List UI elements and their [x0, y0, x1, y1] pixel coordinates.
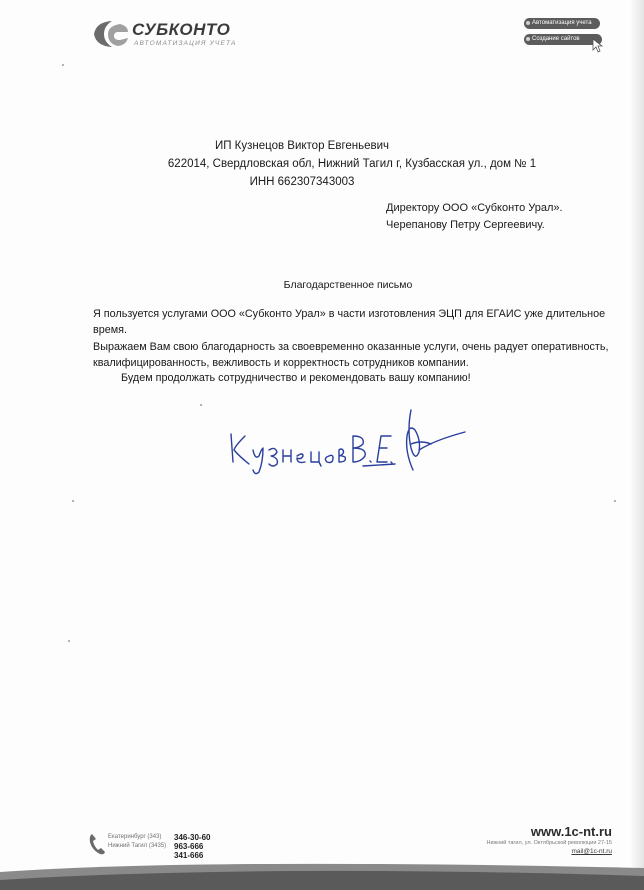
footer-swoosh-decoration [0, 858, 644, 890]
contact-row [108, 842, 238, 851]
tag-website-creation: Создание сайтов [524, 34, 602, 45]
footer-website[interactable]: www.1c-nt.ru [530, 824, 612, 839]
letter-paragraph-3: Будем продолжать сотрудничество и рекомендовать вашу компанию! [121, 372, 471, 384]
handwritten-signature [225, 400, 475, 480]
sender-address: 622014, Свердловская обл, Нижний Тагил г, Кузбасская ул., дом № 1 [167, 158, 537, 170]
footer-email[interactable]: mail@1c-nt.ru [571, 848, 612, 855]
letter-paragraph-2: Выражаем Вам свою благодарность за своевременно оказанные услуги, очень радует оперативность, квалифицированность, вежливость и корректность сотрудников компании. [93, 341, 609, 369]
scan-speck [614, 500, 616, 502]
logo-title: СУБКОНТО [132, 20, 231, 39]
contact-number: 346-30-60 [174, 833, 211, 842]
recipient-line-1: Директору ООО «Субконто Урал». [386, 202, 563, 214]
logo-swirl-icon [90, 18, 130, 50]
scan-speck [200, 404, 202, 406]
scan-speck [62, 64, 64, 66]
contact-number: 963-666 [174, 842, 204, 851]
sender-inn: ИНН 662307343003 [249, 176, 355, 188]
scan-speck [72, 500, 74, 502]
footer-contacts [108, 833, 238, 860]
scan-speck [68, 640, 70, 642]
logo-subtitle: АВТОМАТИЗАЦИЯ УЧЕТА [134, 40, 237, 47]
contact-city: Екатеринбург (343) [108, 834, 162, 840]
contact-row [108, 833, 238, 842]
contact-city: Нижний Тагил (3435) [108, 843, 167, 849]
recipient-line-2: Черепанову Петру Сергеевичу. [386, 219, 545, 231]
sender-name: ИП Кузнецов Виктор Евгеньевич [214, 140, 390, 152]
scan-edge-shadow [630, 0, 644, 890]
contact-number: 341-666 [174, 851, 204, 860]
company-logo [90, 18, 240, 52]
phone-icon [88, 832, 106, 856]
letter-paragraph-1: Я пользуется услугами ООО «Субконто Урал» в части изготовления ЭЦП для ЕГАИС уже длительное время. [93, 308, 606, 336]
tag-accounting-automation: Автоматизация учета [524, 18, 600, 29]
cursor-icon [590, 38, 604, 54]
footer-address: Нижний тагил, ул. Октябрьской революции 27-15 [486, 840, 612, 846]
letter-heading: Благодарственное письмо [283, 279, 413, 291]
